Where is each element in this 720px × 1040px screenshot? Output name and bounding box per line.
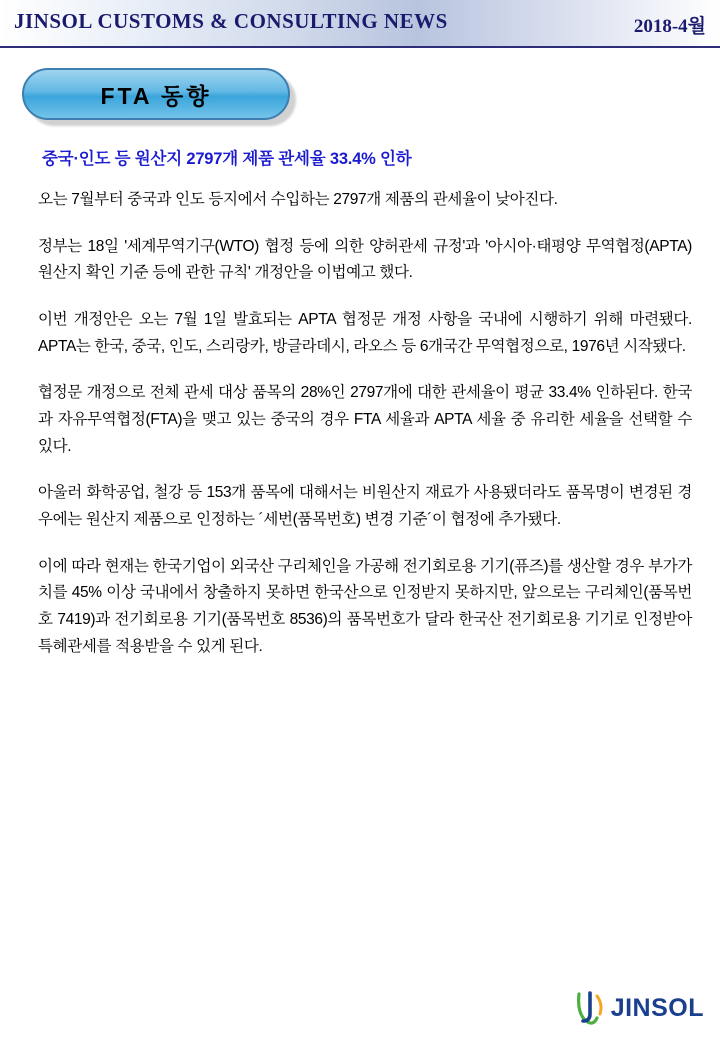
- page-title: JINSOL CUSTOMS & CONSULTING NEWS: [14, 9, 448, 33]
- article-paragraph: 이번 개정안은 오는 7월 1일 발효되는 APTA 협정문 개정 사항을 국내에 시행하기 위해 마련됐다. APTA는 한국, 중국, 인도, 스리랑카, 방글라데시, 라오스 등 6개국간 무역협정으로, 1976년 시작됐다.: [38, 310, 692, 355]
- section-badge: [22, 68, 297, 126]
- article-headline: 중국·인도 등 원산지 2797개 제품 관세율 33.4% 인하: [42, 150, 412, 168]
- issue-date: 2018-4월: [633, 16, 706, 37]
- article-paragraph: 협정문 개정으로 전체 관세 대상 품목의 28%인 2797개에 대한 관세율이 평균 33.4% 인하된다. 한국과 자유무역협정(FTA)을 맺고 있는 중국의 경우 FTA 세율과 APTA 세율 중 유리한 세율을 선택할 수 있다.: [38, 384, 692, 455]
- article-paragraph: 정부는 18일 '세계무역기구(WTO) 협정 등에 의한 양허관세 규정'과 '아시아·태평양 무역협정(APTA) 원산지 확인 기준 등에 관한 규칙' 개정안을 이법예고 했다.: [38, 237, 692, 282]
- jinsol-logo-icon: [573, 990, 607, 1026]
- jinsol-logo: [573, 990, 704, 1026]
- section-badge-body: [22, 68, 290, 120]
- jinsol-logo-text: JINSOL: [610, 993, 704, 1022]
- article-paragraph: 오는 7월부터 중국과 인도 등지에서 수입하는 2797개 제품의 관세율이 낮아진다.: [38, 191, 558, 208]
- page-header: [0, 0, 720, 48]
- section-badge-label: FTA 동향: [100, 82, 212, 109]
- article-body: [38, 187, 692, 660]
- article-paragraph: 이에 따라 현재는 한국기업이 외국산 구리체인을 가공해 전기회로용 기기(퓨즈)를 생산할 경우 부가가치를 45% 이상 국내에서 창출하지 못하면 한국산으로 인정받지 못하지만, 앞으로는 구리체인(품목번호 7419)과 전기회로용 기기(품목번호 8536)의 품목번호가 달라 한국산 전기회로용 기기로 인정받아 특혜관세를 적용받을 수 있게 된다.: [38, 557, 692, 655]
- article-paragraph: 아울러 화학공업, 철강 등 153개 품목에 대해서는 비원산지 재료가 사용됐더라도 품목명이 변경된 경우에는 원산지 제품으로 인정하는 ´세번(품목번호) 변경 기준´이 협정에 추가됐다.: [38, 484, 692, 528]
- article: [0, 145, 720, 660]
